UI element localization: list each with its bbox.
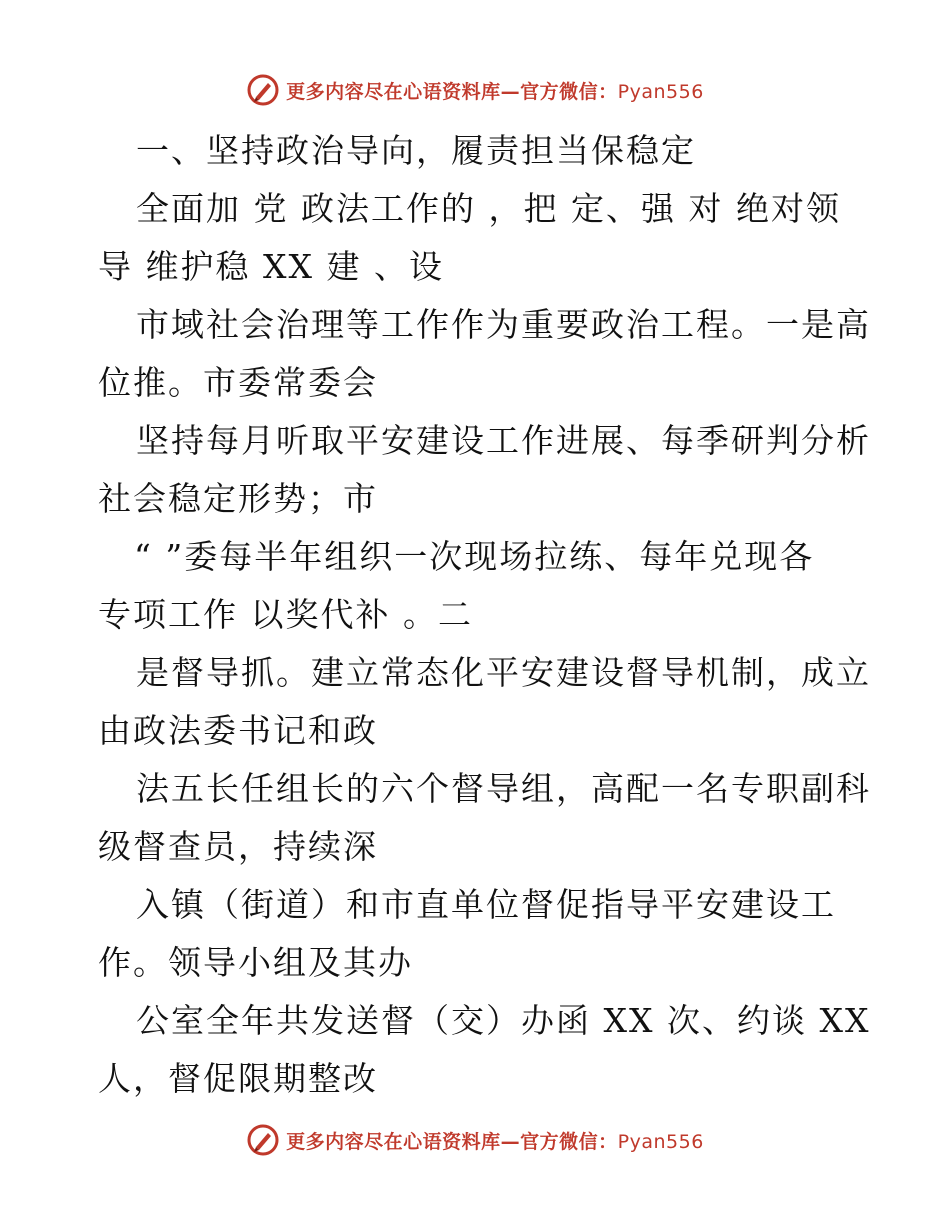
paragraph-line: 是督导抓。建立常态化平安建设督导机制，成立 (136, 653, 871, 692)
watermark-wechat-id: Pyan556 (617, 1130, 704, 1153)
paragraph-line: 人，督促限期整改 (98, 1059, 378, 1098)
paragraph-line: 入镇（街道）和市直单位督促指导平安建设工 (136, 885, 836, 924)
paragraph-line: 级督查员，持续深 (98, 827, 378, 866)
paragraph-line: 公室全年共发送督（交）办函 XX 次、约谈 XX (136, 1001, 871, 1040)
document-body (98, 122, 871, 1108)
watermark-wechat-id: Pyan556 (617, 80, 704, 103)
section-heading: 一、坚持政治导向，履责担当保稳定 (136, 131, 696, 170)
watermark-text: 更多内容尽在心语资料库—官方微信：Pyan556 (286, 1130, 704, 1153)
watermark-footer (0, 1118, 950, 1162)
watermark-text: 更多内容尽在心语资料库—官方微信：Pyan556 (286, 80, 704, 103)
paragraph-line: 专项工作 以奖代补 。二 (98, 595, 473, 634)
paragraph-line: 法五长任组长的六个督导组，高配一名专职副科 (136, 769, 871, 808)
paragraph-line: 社会稳定形势；市 (98, 479, 378, 518)
watermark-header (0, 68, 950, 112)
paragraph-line: 导 维护稳 XX 建 、设 (98, 247, 444, 286)
pen-logo-icon (246, 1123, 280, 1157)
pen-logo-icon (246, 73, 280, 107)
paragraph-line: 作。领导小组及其办 (98, 943, 413, 982)
paragraph-line: “ ”委每半年组织一次现场拉练、每年兑现各 (134, 537, 815, 576)
paragraph-line: 由政法委书记和政 (98, 711, 378, 750)
paragraph-line: 坚持每月听取平安建设工作进展、每季研判分析 (136, 421, 871, 460)
paragraph-line: 全面加 党 政法工作的 ，把 定、强 对 绝对领 (136, 189, 841, 228)
paragraph-line: 位推。市委常委会 (98, 363, 378, 402)
paragraph-line: 市域社会治理等工作作为重要政治工程。一是高 (136, 305, 871, 344)
